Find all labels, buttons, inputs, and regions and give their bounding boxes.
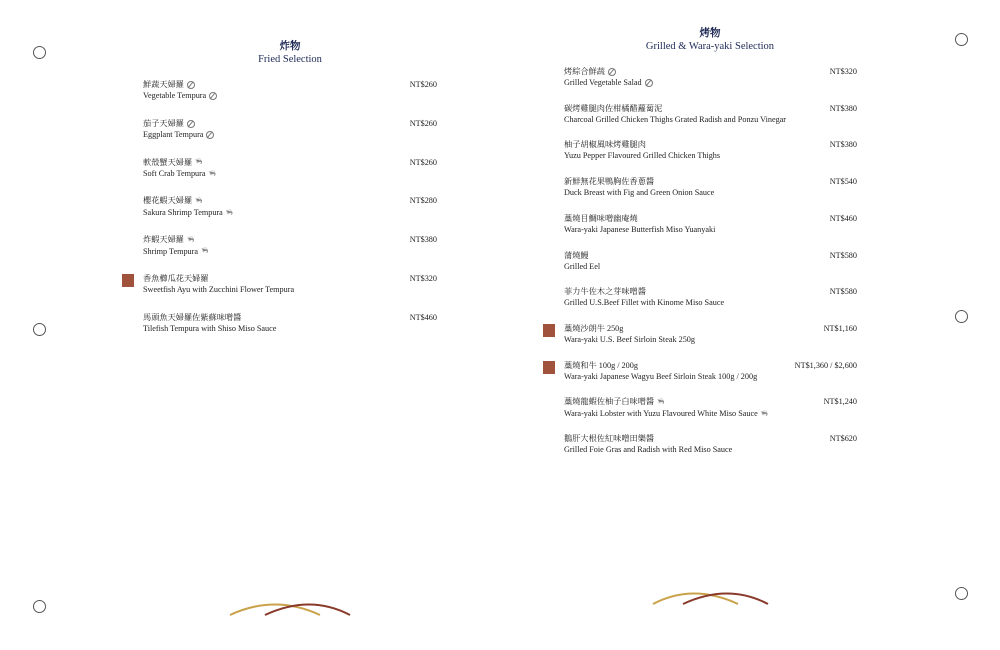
menu-item-price: NT$460 [409, 312, 437, 322]
menu-item-name-zh [564, 103, 786, 114]
vegetarian-icon [206, 131, 214, 139]
menu-item-price: NT$380 [409, 235, 437, 245]
menu-item-price: NT$260 [409, 157, 437, 167]
menu-item-name-en [143, 284, 294, 295]
menu-item-name-zh [564, 286, 724, 297]
menu-item-name-zh-text: 蒲燒鰻 [564, 250, 589, 260]
menu-item-name-zh [143, 273, 294, 284]
menu-item [564, 66, 653, 88]
menu-item-price: NT$260 [409, 80, 437, 89]
vegetarian-icon [209, 92, 217, 100]
section-title-zh: 烤物 [699, 28, 721, 39]
menu-item-name-en-text: Grilled Eel [564, 261, 601, 271]
menu-item-name-en-text: Sakura Shrimp Tempura [143, 208, 223, 218]
menu-item-name-en-text: Grilled U.S.Beef Fillet with Kinome Miso Sauce [564, 298, 725, 308]
menu-item-name-en [143, 207, 233, 219]
menu-item-price: NT$260 [409, 118, 437, 128]
menu-item [564, 360, 757, 382]
menu-item-name-zh-text: 香魚櫛瓜花天婦羅 [143, 274, 209, 283]
menu-item-name-en [143, 323, 276, 334]
menu-item-name-en [143, 90, 217, 101]
menu-item-name-en-text: Eggplant Tempura [143, 129, 204, 139]
menu-item-name-en [564, 371, 757, 382]
menu-item-name-en [564, 444, 732, 455]
menu-item [143, 79, 217, 101]
vegetarian-icon [187, 81, 195, 89]
punch-hole-right-bottom [955, 587, 968, 600]
menu-item-name-en-text: Grilled Foie Gras and Radish with Red Miso Sauce [564, 445, 733, 454]
vegetarian-icon [187, 120, 195, 128]
menu-item-name-zh [564, 66, 653, 77]
menu-item-price: NT$1,160 [823, 323, 857, 333]
menu-item-price: NT$320 [829, 67, 857, 76]
shellfish-icon: 🦐 [195, 198, 203, 205]
menu-item-name-zh-text: 碳烤雞腿肉佐柑橘醋蘿蔔泥 [564, 103, 663, 113]
menu-item-name-zh [143, 195, 233, 207]
vegetarian-icon [645, 79, 653, 87]
shellfish-icon: 🦐 [208, 170, 216, 177]
menu-item-name-en-text: Charcoal Grilled Chicken Thighs Grated Radish and Ponzu Vinegar [564, 114, 787, 124]
menu-item-name-zh [143, 79, 217, 90]
menu-item-price: NT$540 [829, 177, 857, 187]
menu-item-name-en-text: Vegetable Tempura [143, 91, 207, 100]
menu-item [143, 234, 208, 257]
menu-item-name-en-text: Grilled Vegetable Salad [564, 78, 642, 87]
menu-item-name-en [564, 261, 600, 272]
menu-item-name-en [564, 187, 714, 198]
menu-item [564, 176, 714, 198]
menu-item-name-en-text: Shrimp Tempura [143, 246, 198, 256]
menu-item [564, 139, 720, 161]
menu-item-name-en-text: Yuzu Pepper Flavoured Grilled Chicken Thighs [564, 151, 721, 161]
menu-item-name-zh [564, 250, 600, 261]
vegetarian-icon [608, 68, 616, 76]
menu-item-name-zh-text: 藁燒龍蝦佐柚子白味噌醬 [564, 397, 655, 407]
menu-item-name-zh [564, 213, 715, 224]
menu-item [143, 195, 233, 218]
menu-item-price: NT$280 [409, 196, 437, 206]
menu-item [564, 213, 715, 235]
menu-item-price: NT$320 [409, 274, 437, 283]
menu-item-name-en [564, 150, 720, 161]
punch-hole-right-middle [955, 310, 968, 323]
menu-item-name-en [564, 224, 715, 235]
menu-item [143, 157, 216, 180]
menu-item-name-en-text: Tilefish Tempura with Shiso Miso Sauce [143, 323, 277, 333]
shellfish-icon: 🦐 [201, 248, 209, 255]
menu-item-name-zh-text: 藁燒和牛 100g / 200g [564, 360, 638, 370]
menu-item-name-zh-text: 藁燒目鯛味噌幽庵燒 [564, 213, 638, 223]
menu-item-price: NT$380 [829, 140, 857, 150]
menu-item-name-zh [143, 157, 216, 169]
menu-item-name-en [564, 408, 768, 420]
section-title-zh: 炸物 [279, 41, 301, 52]
menu-item-name-zh-text: 鮮蔬天婦羅 [143, 80, 184, 89]
menu-item-name-zh-text: 茄子天婦羅 [143, 118, 184, 128]
menu-item-name-zh-text: 軟殼蟹天婦羅 [143, 157, 193, 167]
menu-item-name-zh-text: 鵝肝大根佐紅味噌田樂醬 [564, 434, 655, 443]
menu-item-name-zh [564, 360, 757, 371]
menu-item-name-en [143, 129, 214, 140]
shellfish-icon: 🦐 [225, 209, 234, 216]
shellfish-icon: 🦐 [657, 398, 665, 405]
menu-item-price: NT$460 [829, 213, 857, 223]
punch-hole-left-bottom [33, 600, 46, 613]
menu-item-name-zh-text: 炸蝦天婦羅 [143, 235, 184, 245]
menu-item [143, 312, 276, 334]
menu-item-name-en-text: Wara-yaki Japanese Butterfish Miso Yuanyaki [564, 224, 716, 234]
grilled-section-title [620, 27, 800, 53]
menu-item [564, 396, 768, 419]
menu-item [564, 323, 695, 345]
menu-item [564, 103, 786, 125]
menu-item-name-en-text: Duck Breast with Fig and Green Onion Sauce [564, 188, 715, 198]
decorative-arc-left [225, 598, 355, 618]
menu-item [143, 118, 214, 140]
menu-item-price: NT$580 [829, 287, 857, 297]
menu-item-name-en-text: Wara-yaki U.S. Beef Sirloin Steak 250g [564, 334, 695, 344]
menu-item-name-zh-text: 馬頭魚天婦羅佐紫蘇味噌醬 [143, 312, 242, 322]
shellfish-icon: 🦐 [760, 410, 769, 417]
menu-item [564, 286, 724, 308]
menu-item [143, 273, 294, 295]
menu-item-price: NT$580 [829, 250, 857, 260]
chef-recommend-badge [543, 361, 555, 374]
fried-section-title [230, 40, 350, 66]
menu-item-name-en-text: Wara-yaki Lobster with Yuzu Flavoured White Miso Sauce [564, 408, 758, 418]
menu-item-name-zh [143, 312, 276, 323]
menu-item-name-zh-text: 菲力牛佐木之芽味噌醬 [564, 287, 646, 297]
menu-item-name-zh-text: 柚子胡椒風味烤雞腿肉 [564, 140, 646, 150]
menu-item-price: NT$1,240 [823, 397, 857, 407]
menu-item-name-zh-text: 藁燒沙朗牛 250g [564, 323, 624, 333]
menu-item-name-zh [564, 139, 720, 150]
chef-recommend-badge [122, 274, 134, 287]
menu-item-name-en [143, 168, 216, 180]
menu-item-name-en [143, 246, 208, 258]
menu-item-price: NT$620 [829, 434, 857, 443]
chef-recommend-badge [543, 324, 555, 337]
menu-item-price: NT$380 [829, 103, 857, 113]
section-title-en: Fried Selection [258, 54, 322, 65]
menu-item-name-zh-text: 烤綜合鮮蔬 [564, 67, 605, 76]
menu-item [564, 433, 732, 455]
menu-item-name-zh-text: 新鮮無花果鴨胸佐香蔥醬 [564, 177, 655, 187]
menu-item-name-zh [143, 234, 208, 246]
section-title-en: Grilled & Wara-yaki Selection [645, 41, 775, 52]
menu-item-name-zh [564, 323, 695, 334]
menu-item-name-zh [564, 433, 732, 444]
menu-item-name-zh [143, 118, 214, 129]
menu-item-name-en-text: Wara-yaki Japanese Wagyu Beef Sirloin Steak 100g / 200g [564, 371, 758, 381]
punch-hole-left-middle [33, 323, 46, 336]
menu-item-name-en [564, 77, 653, 88]
menu-item-name-en [564, 334, 695, 345]
menu-item-name-en [564, 114, 786, 125]
menu-item-name-zh-text: 櫻花蝦天婦羅 [143, 196, 193, 206]
punch-hole-right-top [955, 33, 968, 46]
menu-item-name-en-text: Soft Crab Tempura [143, 169, 206, 179]
menu-item-name-en [564, 297, 724, 308]
menu-item-name-zh [564, 176, 714, 187]
punch-hole-left-top [33, 46, 46, 59]
menu-item [564, 250, 600, 272]
menu-item-name-zh [564, 396, 768, 408]
shellfish-icon: 🦐 [186, 236, 195, 243]
shellfish-icon: 🦐 [195, 159, 203, 166]
menu-item-name-en-text: Sweetfish Ayu with Zucchini Flower Tempura [143, 285, 295, 294]
decorative-arc-right [648, 587, 773, 607]
menu-item-price: NT$1,360 / $2,600 [794, 360, 857, 370]
